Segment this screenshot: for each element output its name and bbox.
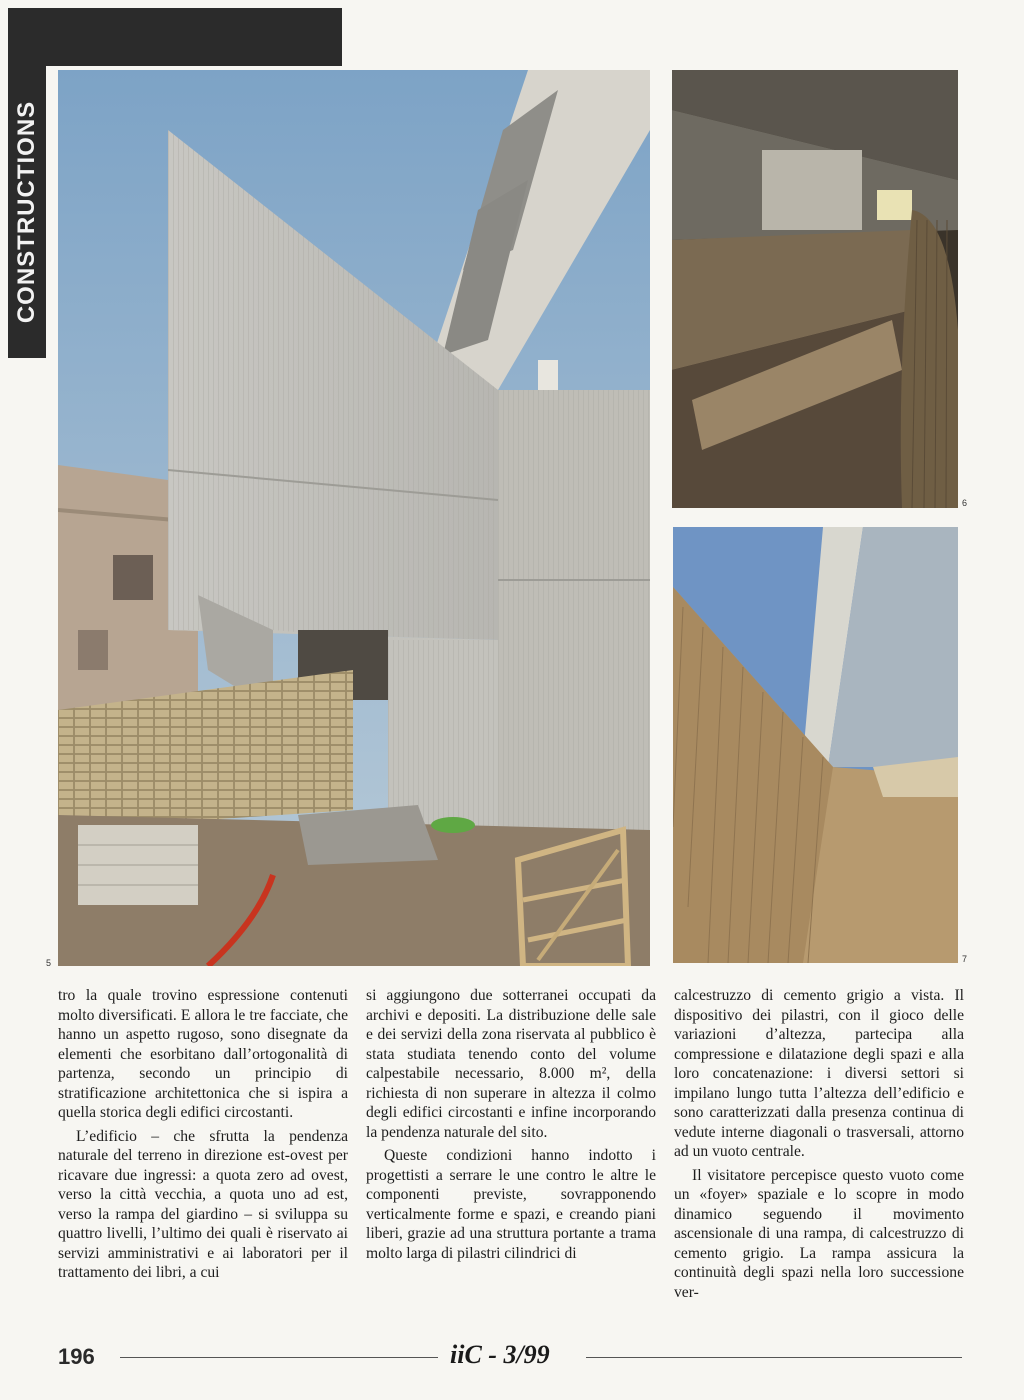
paragraph: tro la quale trovino espressione contenuti molto diversificati. E allora le tre facciate, che hanno un aspetto rugoso, sono disegnate da elementi che esorbitano dall’ortogonalità di partenza, secondo un principio di stratificazione architettonica che si ispira a quella storica degli edifici circostanti. [58, 987, 348, 1121]
section-label-text: CONSTRUCTIONS [13, 100, 40, 324]
paragraph: calcestruzzo di cemento grigio a vista. Il dispositivo dei pilastri, con il gioco delle variazioni d’altezza, partecipa alla compressione e dilatazione degli spazi e alla loro concatenazione: i diversi settori si impilano lungo tutta l’altezza dell’edificio e sono caratterizzati dalla presenza continua di vedute interne diagonali o trasversali, attorno ad un vuoto centrale. [674, 987, 964, 1160]
figure-number-main: 5 [46, 958, 52, 968]
paragraph: Queste condizioni hanno indotto i progettisti a serrare le une contro le altre le componenti previste, sovrapponendo verticalmente forme e spazi, e creando piani liberi, grazie ad una struttura portante a trama molto larga di pilastri cilindrici di [366, 1147, 656, 1262]
text-column-1 [58, 986, 348, 1283]
section-header-band [8, 8, 342, 66]
figure-number-top: 6 [962, 498, 968, 508]
text-column-3 [674, 986, 964, 1302]
page-number: 196 [58, 1344, 95, 1369]
paragraph: Il visitatore percepisce questo vuoto come un «foyer» spaziale e lo scopre in modo dinamico seguendo il movimento ascensionale di una rampa, di calcestruzzo di cemento grigio. La rampa assicura la continuità degli spazi nella loro successione ver- [674, 1166, 964, 1301]
paragraph: si aggiungono due sotterranei occupati da archivi e depositi. La distribuzione delle sale e dei servizi della zona riservata al pubblico è stata studiata tenendo conto del volume calpestabile necessario, 8.000 m², della richiesta di non superare in altezza il colmo degli edifici circostanti e infine incorporando la pendenza naturale del sito. [366, 987, 656, 1141]
building-exterior-photo [58, 70, 650, 966]
paragraph: L’edificio – che sfrutta la pendenza naturale del terreno in direzione est-ovest per ricavare due ingressi: a quota zero ad ovest, verso la città vecchia, a quota uno ad est, verso la rampa del giardino – si sviluppa su quattro livelli, l’ultimo dei quali è riservato ai servizi amministrativi e ai laboratori per il trattamento dei libri, a cui [58, 1127, 348, 1281]
text-column-2 [366, 986, 656, 1263]
footer-rule-right [586, 1357, 962, 1358]
ribbed-wall-sky-photo [673, 527, 958, 963]
interior-gallery-photo [672, 70, 958, 508]
figure-number-bottom: 7 [962, 954, 968, 964]
footer-rule-left [120, 1357, 438, 1358]
section-label [8, 66, 46, 358]
page-footer [58, 1342, 962, 1372]
journal-issue: iiC - 3/99 [450, 1340, 550, 1369]
